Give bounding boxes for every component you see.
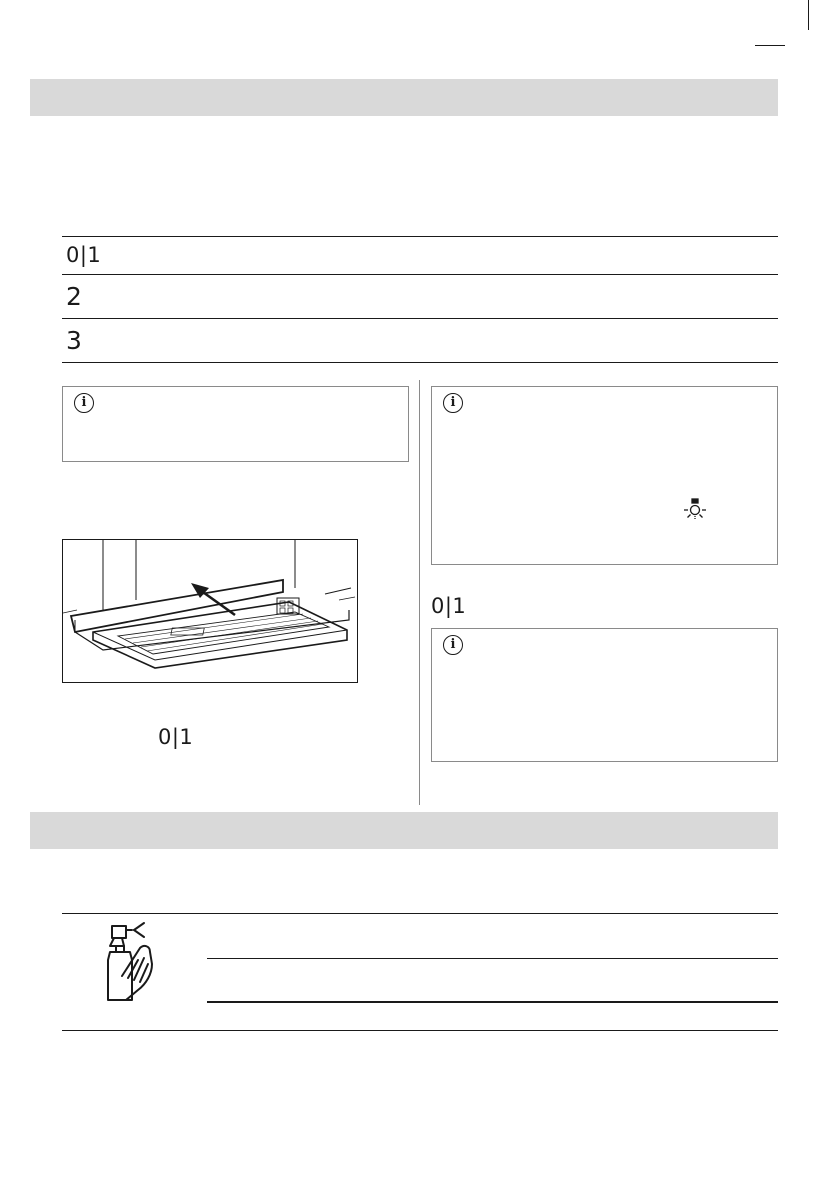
table-rule [62,318,778,319]
info-box-left [62,386,409,462]
info-box-right-top [431,386,778,565]
lamp-icon [683,498,707,522]
hood-drawing [63,540,357,682]
cleaning-table-rule-top [62,913,778,914]
table-rule [62,274,778,275]
table-row-symbol: 3 [66,326,83,355]
table-row-symbol: 2 [66,282,83,311]
table-rule-top [62,236,778,237]
table-rule-bottom [62,362,778,363]
column-divider [419,380,420,805]
cleaning-table-rule-inner [207,1001,778,1003]
section-header-band-care [30,812,778,849]
info-box-right-bottom [431,628,778,762]
cleaning-agent-icon [100,920,164,1004]
info-icon: i [74,393,94,413]
section-header-band-operation [30,79,778,116]
hood-illustration [62,539,358,683]
crop-mark-top-right-vertical [808,0,809,30]
table-row-symbol: 0|1 [66,243,102,267]
info-icon: i [443,393,463,413]
crop-mark-top-right-horizontal [755,45,785,46]
cleaning-table-rule-bottom [62,1030,778,1031]
cleaning-table-rule-inner [207,958,778,959]
switch-symbol-inline: 0|1 [158,725,194,749]
info-icon: i [443,635,463,655]
switch-symbol-heading: 0|1 [431,594,467,618]
